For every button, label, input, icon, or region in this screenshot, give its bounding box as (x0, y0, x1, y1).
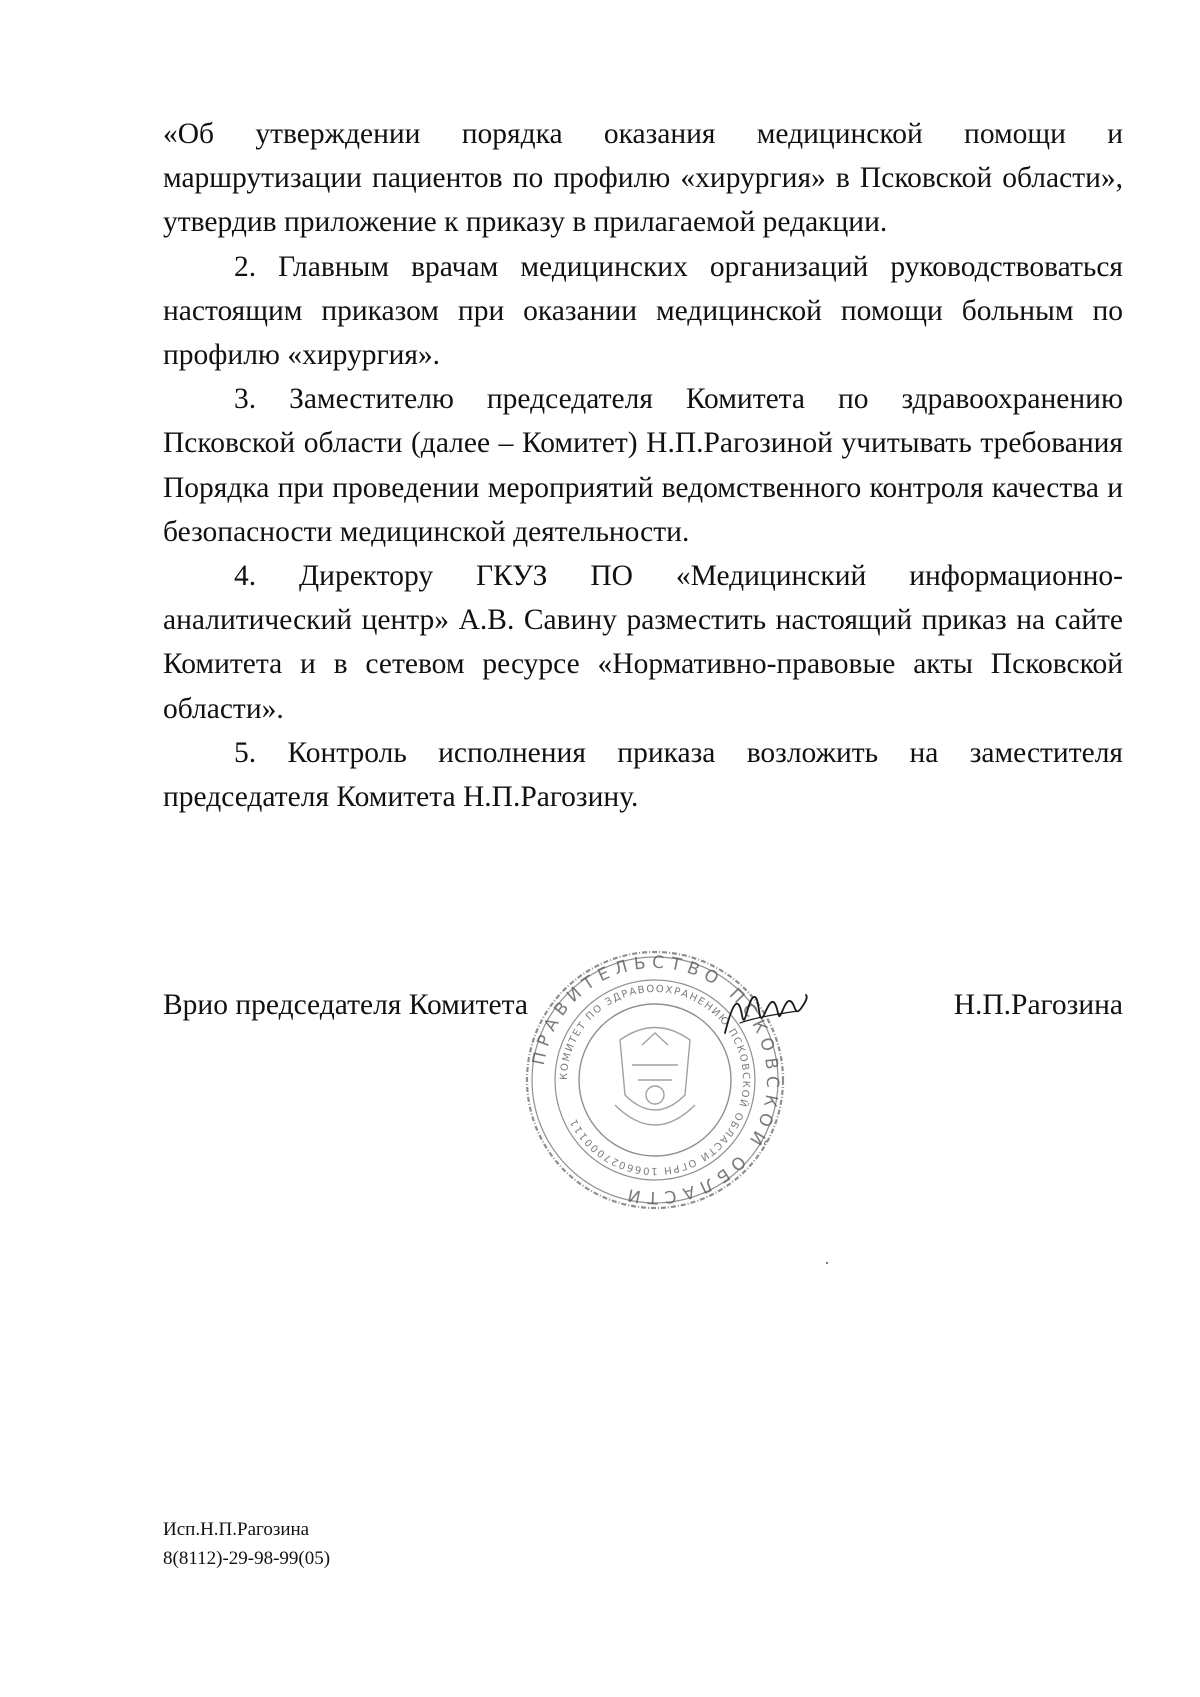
order-body (163, 112, 1123, 819)
paragraph-2: 2. Главным врачам медицинских организаций руководствоваться настоящим приказом при оказании медицинской помощи больным по профилю «хирургия». (163, 250, 1123, 372)
paragraph-1-continuation: «Об утверждении порядка оказания медицинской помощи и маршрутизации пациентов по профилю «хирургия» в Псковской области», утвердив приложение к приказу в прилагаемой редакции. (163, 118, 1123, 239)
paragraph-3: 3. Заместителю председателя Комитета по здравоохранению Псковской области (далее – Комитет) Н.П.Рагозиной учитывать требования Порядка при проведении мероприятий ведомственного контроля качества и безопасности медицинской деятельности. (163, 383, 1123, 548)
executor-name: Исп.Н.П.Рагозина (163, 1519, 310, 1540)
svg-text:КОМИТЕТ ПО ЗДРАВООХРАНЕНИЮ ПСК: КОМИТЕТ ПО ЗДРАВООХРАНЕНИЮ ПСКОВСКОЙ ОБЛАСТИ ОГРН 1066027000111 (558, 983, 752, 1177)
scan-speck (826, 1262, 828, 1264)
executor-phone: 8(8112)-29-98-99(05) (163, 1548, 331, 1569)
paragraph-4: 4. Директору ГКУЗ ПО «Медицинский информационно-аналитический центр» А.В. Савину разместить настоящий приказ на сайте Комитета и в сетевом ресурсе «Нормативно-правовые акты Псковской области». (163, 560, 1123, 725)
signatory-title: Врио председателя Комитета (163, 989, 528, 1021)
handwritten-signature-icon (720, 985, 810, 1045)
signatory-name: Н.П.Рагозина (953, 989, 1123, 1021)
executor-footer (163, 1515, 330, 1573)
paragraph-5: 5. Контроль исполнения приказа возложить на заместителя председателя Комитета Н.П.Рагозину. (163, 736, 1123, 814)
svg-text:ПРАВИТЕЛЬСТВО ПСКОВСКОЙ ОБЛАСТ: ПРАВИТЕЛЬСТВО ПСКОВСКОЙ ОБЛАСТИ (528, 952, 783, 1208)
